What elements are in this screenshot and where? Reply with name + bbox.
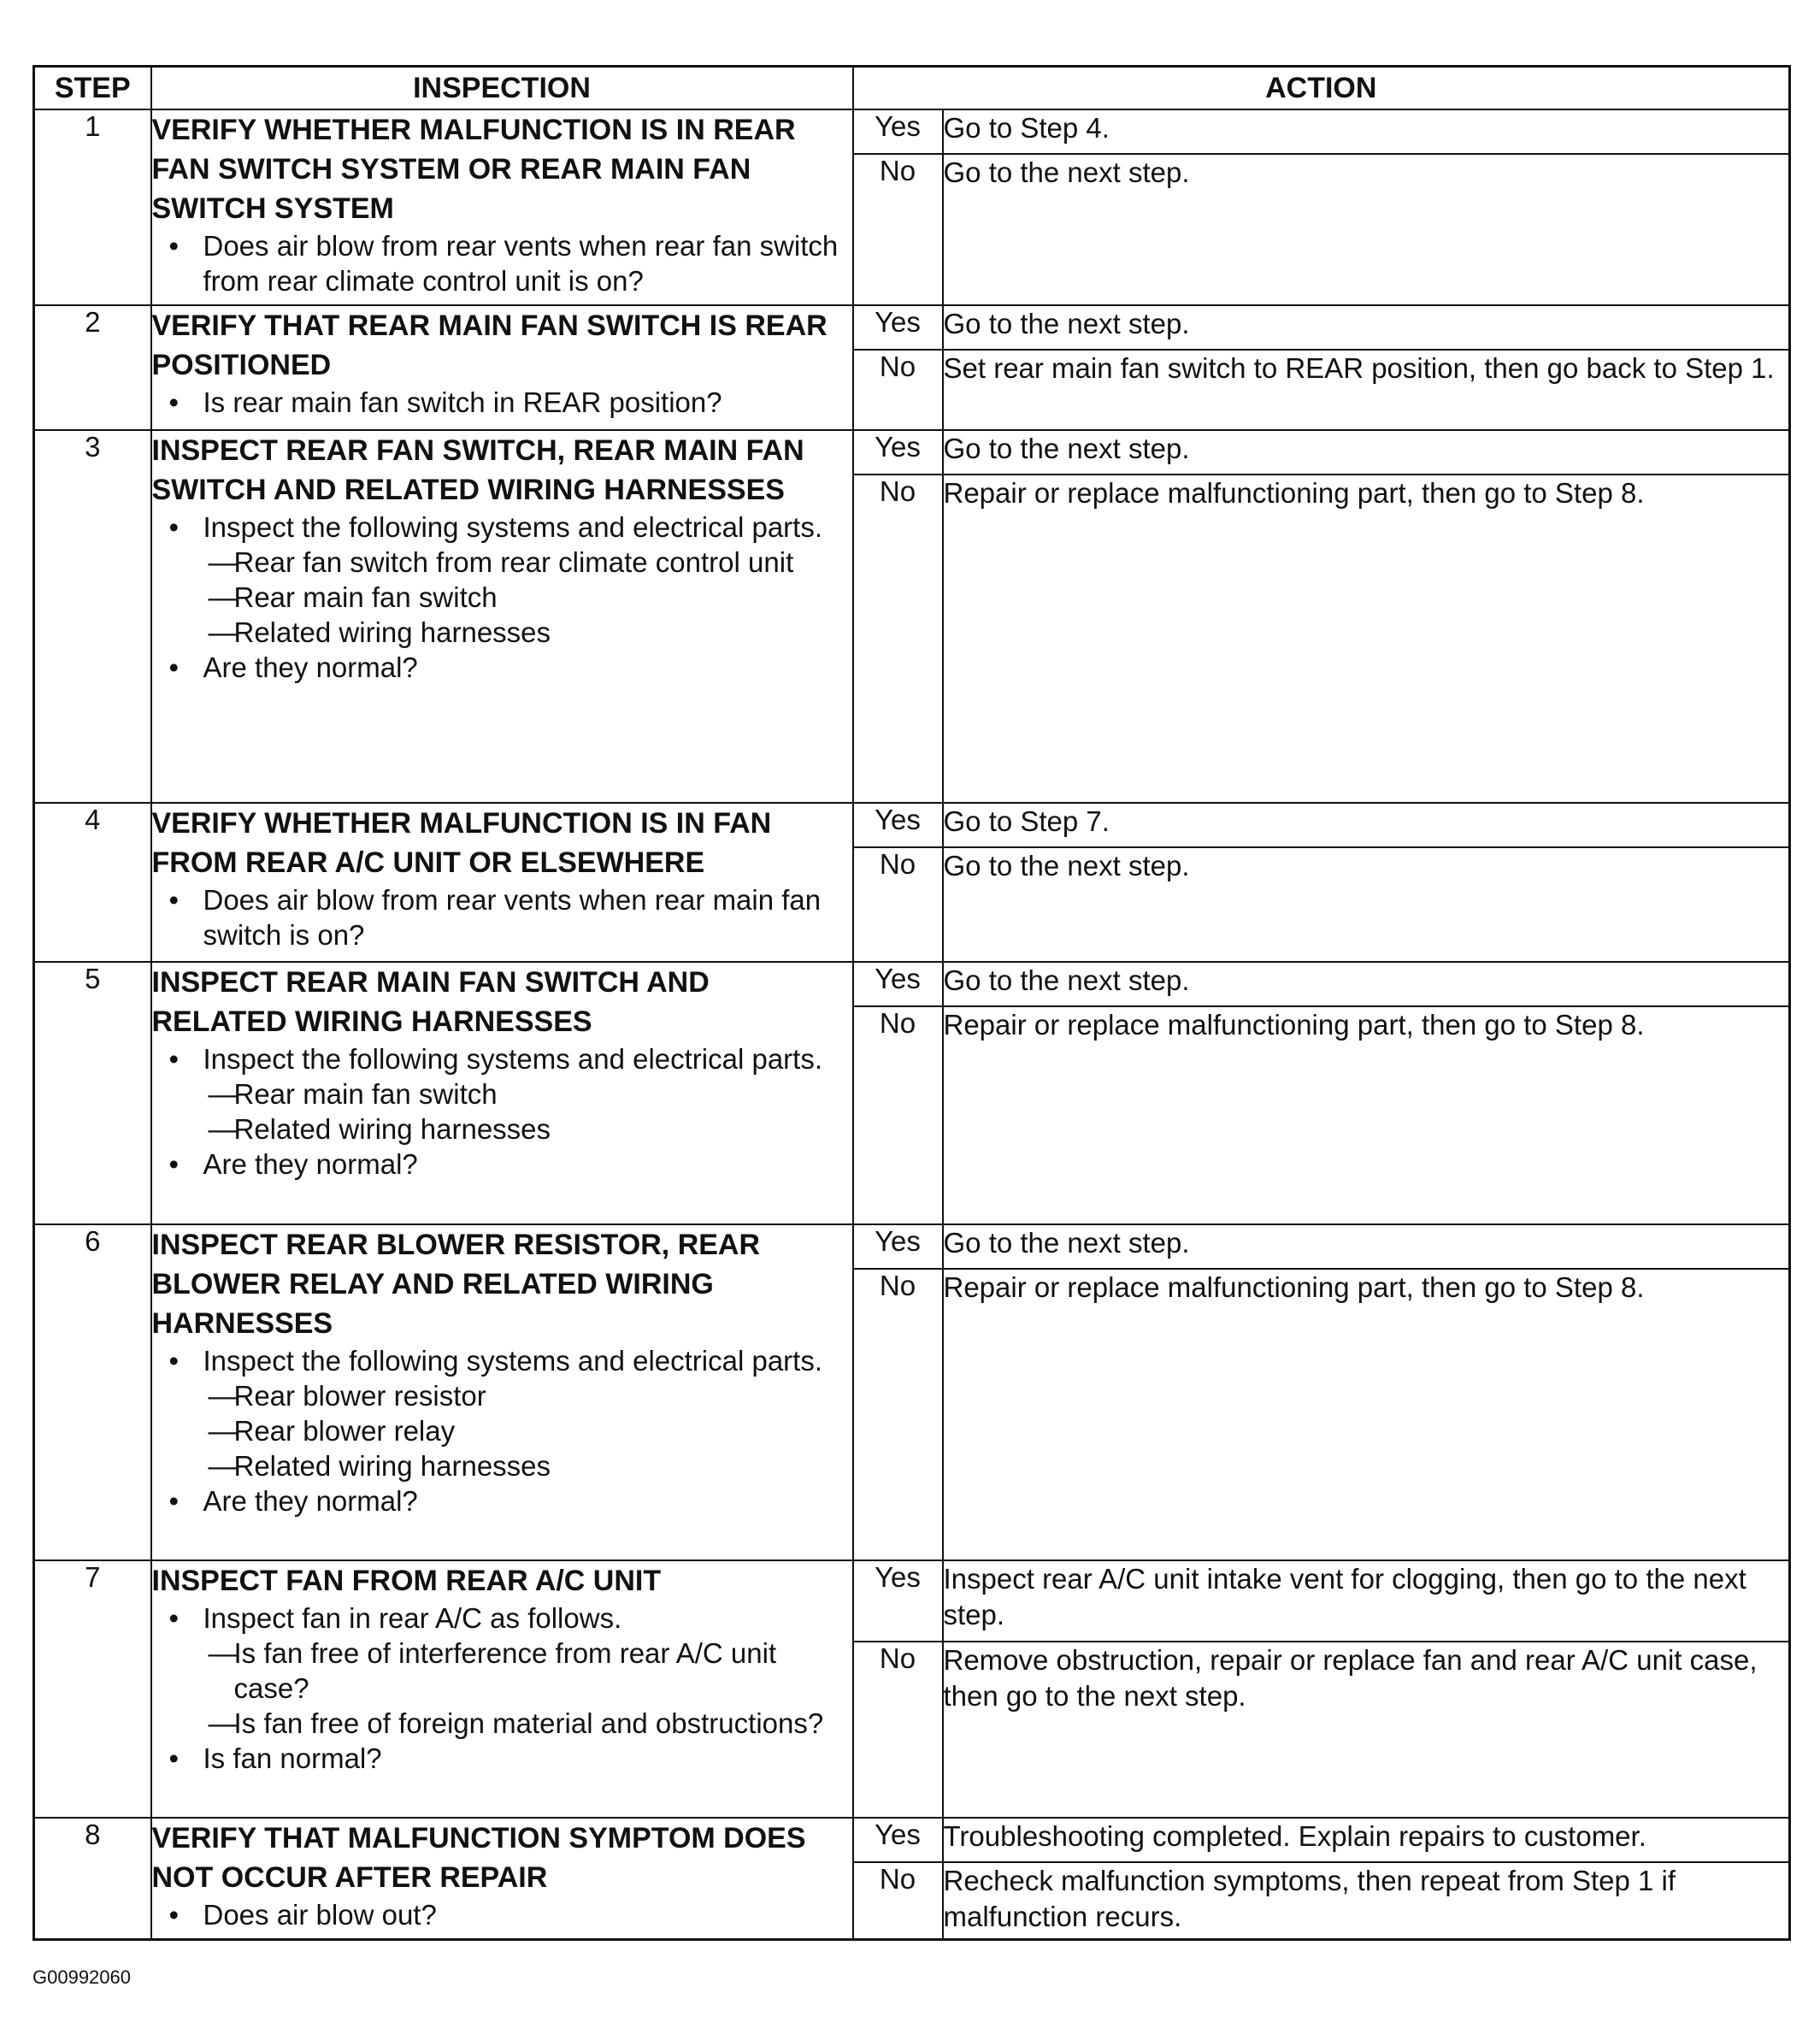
table-row [34, 1818, 1790, 1862]
yes-label: Yes [853, 1818, 943, 1862]
inspection-bullet-text: Does air blow from rear vents when rear fan switch from rear climate control unit is on? [203, 230, 839, 297]
inspection-bullet-text: Are they normal? [203, 1485, 418, 1517]
yes-action: Go to the next step. [943, 430, 1790, 475]
inspection-sub-text: Is fan free of interference from rear A/C unit case? [233, 1637, 777, 1704]
bullet-icon: • [168, 511, 180, 543]
inspection-title: VERIFY THAT REAR MAIN FAN SWITCH IS REAR POSITIONED [151, 310, 828, 381]
inspection-cell [151, 1818, 853, 1939]
inspection-bullet-item [152, 1343, 852, 1378]
table-row [34, 305, 1790, 350]
yes-label: Yes [853, 430, 943, 475]
bullet-icon: • [168, 884, 180, 916]
yes-action: Go to the next step. [943, 962, 1790, 1006]
yes-action: Troubleshooting completed. Explain repairs to customer. [943, 1818, 1790, 1862]
inspection-sub-item [152, 580, 852, 615]
no-action: Recheck malfunction symptoms, then repeat from Step 1 if malfunction recurs. [943, 1862, 1790, 1939]
inspection-sub-text: Related wiring harnesses [233, 1113, 551, 1145]
inspection-title: INSPECT REAR FAN SWITCH, REAR MAIN FAN SWITCH AND RELATED WIRING HARNESSES [151, 434, 804, 506]
troubleshooting-table [32, 65, 1791, 1941]
bullet-icon: • [168, 1043, 180, 1075]
yes-label: Yes [853, 1224, 943, 1269]
inspection-sub-item [152, 1706, 852, 1741]
no-label: No [853, 1642, 943, 1818]
no-action: Go to the next step. [943, 847, 1790, 962]
inspection-bullet-text: Does air blow out? [203, 1899, 437, 1931]
inspection-bullet-item [152, 1601, 852, 1636]
inspection-bullet-item [152, 1741, 852, 1776]
table-row [34, 803, 1790, 847]
inspection-bullet-text: Does air blow from rear vents when rear main fan switch is on? [203, 884, 822, 951]
yes-label: Yes [853, 962, 943, 1006]
inspection-sub-text: Rear blower relay [233, 1415, 456, 1447]
yes-label: Yes [853, 109, 943, 154]
dash-icon: — [208, 616, 237, 648]
inspection-bullet-item [152, 650, 852, 685]
inspection-sub-item [152, 615, 852, 650]
yes-action: Inspect rear A/C unit intake vent for clogging, then go to the next step. [943, 1560, 1790, 1642]
bullet-icon: • [168, 1345, 180, 1377]
bullet-icon: • [168, 386, 180, 418]
dash-icon: — [208, 1380, 237, 1412]
bullet-icon: • [168, 652, 180, 683]
inspection-sub-item [152, 545, 852, 580]
dash-icon: — [208, 581, 237, 613]
inspection-cell [151, 430, 853, 803]
inspection-bullet-item [152, 510, 852, 545]
inspection-bullet-item [152, 1897, 852, 1932]
table-row [34, 1224, 1790, 1269]
table-row [34, 430, 1790, 475]
step-number: 3 [34, 430, 151, 803]
dash-icon: — [208, 1637, 237, 1669]
inspection-sub-item [152, 1076, 852, 1111]
inspection-bullet-text: Inspect fan in rear A/C as follows. [203, 1602, 622, 1634]
inspection-sub-text: Rear main fan switch [233, 1078, 498, 1110]
inspection-cell [151, 109, 853, 305]
no-label: No [853, 847, 943, 962]
step-number: 6 [34, 1224, 151, 1560]
no-action: Repair or replace malfunctioning part, then go to Step 8. [943, 1269, 1790, 1560]
no-action: Go to the next step. [943, 154, 1790, 305]
inspection-bullet-text: Inspect the following systems and electrical parts. [203, 1345, 823, 1377]
bullet-icon: • [168, 1742, 180, 1774]
dash-icon: — [208, 1450, 237, 1482]
inspection-title: INSPECT REAR MAIN FAN SWITCH AND RELATED WIRING HARNESSES [151, 966, 710, 1038]
no-action: Set rear main fan switch to REAR position, then go back to Step 1. [943, 350, 1790, 430]
inspection-bullet-text: Is fan normal? [203, 1742, 382, 1774]
header-inspection: INSPECTION [151, 67, 853, 110]
inspection-bullet-text: Are they normal? [203, 652, 418, 683]
inspection-cell [151, 803, 853, 962]
inspection-title: INSPECT REAR BLOWER RESISTOR, REAR BLOWER RELAY AND RELATED WIRING HARNESSES [151, 1229, 761, 1340]
yes-action: Go to Step 4. [943, 109, 1790, 154]
step-number: 5 [34, 962, 151, 1224]
inspection-cell [151, 962, 853, 1224]
bullet-icon: • [168, 1602, 180, 1634]
bullet-icon: • [168, 1148, 180, 1180]
inspection-sub-text: Rear main fan switch [233, 581, 498, 613]
inspection-cell [151, 305, 853, 430]
dash-icon: — [208, 1113, 237, 1145]
inspection-bullet-item [152, 1041, 852, 1076]
inspection-sub-text: Related wiring harnesses [233, 1450, 551, 1482]
yes-action: Go to Step 7. [943, 803, 1790, 847]
yes-label: Yes [853, 803, 943, 847]
dash-icon: — [208, 546, 237, 578]
inspection-cell [151, 1560, 853, 1818]
step-number: 8 [34, 1818, 151, 1939]
inspection-sub-item [152, 1111, 852, 1147]
no-action: Repair or replace malfunctioning part, then go to Step 8. [943, 1006, 1790, 1224]
yes-label: Yes [853, 305, 943, 350]
table-row [34, 1560, 1790, 1642]
no-action: Repair or replace malfunctioning part, then go to Step 8. [943, 475, 1790, 803]
step-number: 2 [34, 305, 151, 430]
yes-label: Yes [853, 1560, 943, 1642]
dash-icon: — [208, 1415, 237, 1447]
inspection-title: INSPECT FAN FROM REAR A/C UNIT [151, 1565, 662, 1597]
header-action: ACTION [853, 67, 1790, 110]
yes-action: Go to the next step. [943, 1224, 1790, 1269]
inspection-sub-text: Rear blower resistor [233, 1380, 486, 1412]
inspection-title: VERIFY WHETHER MALFUNCTION IS IN FAN FROM REAR A/C UNIT OR ELSEWHERE [151, 807, 772, 879]
bullet-icon: • [168, 1485, 180, 1517]
step-number: 4 [34, 803, 151, 962]
dash-icon: — [208, 1707, 237, 1739]
header-row [34, 67, 1790, 110]
inspection-sub-item [152, 1413, 852, 1448]
no-action: Remove obstruction, repair or replace fan and rear A/C unit case, then go to the next step. [943, 1642, 1790, 1818]
yes-action: Go to the next step. [943, 305, 1790, 350]
inspection-bullet-text: Inspect the following systems and electrical parts. [203, 511, 823, 543]
no-label: No [853, 1862, 943, 1939]
inspection-title: VERIFY THAT MALFUNCTION SYMPTOM DOES NOT OCCUR AFTER REPAIR [151, 1822, 806, 1894]
bullet-icon: • [168, 1899, 180, 1931]
inspection-bullet-text: Is rear main fan switch in REAR position? [203, 386, 722, 418]
inspection-bullet-item [152, 882, 852, 952]
no-label: No [853, 1269, 943, 1560]
inspection-sub-text: Is fan free of foreign material and obstructions? [233, 1707, 824, 1739]
inspection-bullet-text: Are they normal? [203, 1148, 418, 1180]
step-number: 1 [34, 109, 151, 305]
figure-id: G00992060 [32, 1966, 131, 1988]
table-body [34, 109, 1790, 1939]
inspection-bullet-text: Inspect the following systems and electrical parts. [203, 1043, 823, 1075]
inspection-sub-item [152, 1448, 852, 1483]
no-label: No [853, 475, 943, 803]
inspection-bullet-item [152, 385, 852, 420]
no-label: No [853, 154, 943, 305]
inspection-sub-item [152, 1378, 852, 1413]
table-row [34, 962, 1790, 1006]
inspection-cell [151, 1224, 853, 1560]
no-label: No [853, 350, 943, 430]
inspection-sub-text: Related wiring harnesses [233, 616, 551, 648]
inspection-sub-text: Rear fan switch from rear climate control unit [233, 546, 794, 578]
header-step: STEP [34, 67, 151, 110]
inspection-bullet-item [152, 1483, 852, 1518]
table-row [34, 109, 1790, 154]
step-number: 7 [34, 1560, 151, 1818]
inspection-sub-item [152, 1636, 852, 1706]
inspection-title: VERIFY WHETHER MALFUNCTION IS IN REAR FAN SWITCH SYSTEM OR REAR MAIN FAN SWITCH SYSTEM [151, 114, 796, 225]
inspection-bullet-item [152, 228, 852, 298]
inspection-bullet-item [152, 1147, 852, 1182]
bullet-icon: • [168, 230, 180, 262]
no-label: No [853, 1006, 943, 1224]
dash-icon: — [208, 1078, 237, 1110]
